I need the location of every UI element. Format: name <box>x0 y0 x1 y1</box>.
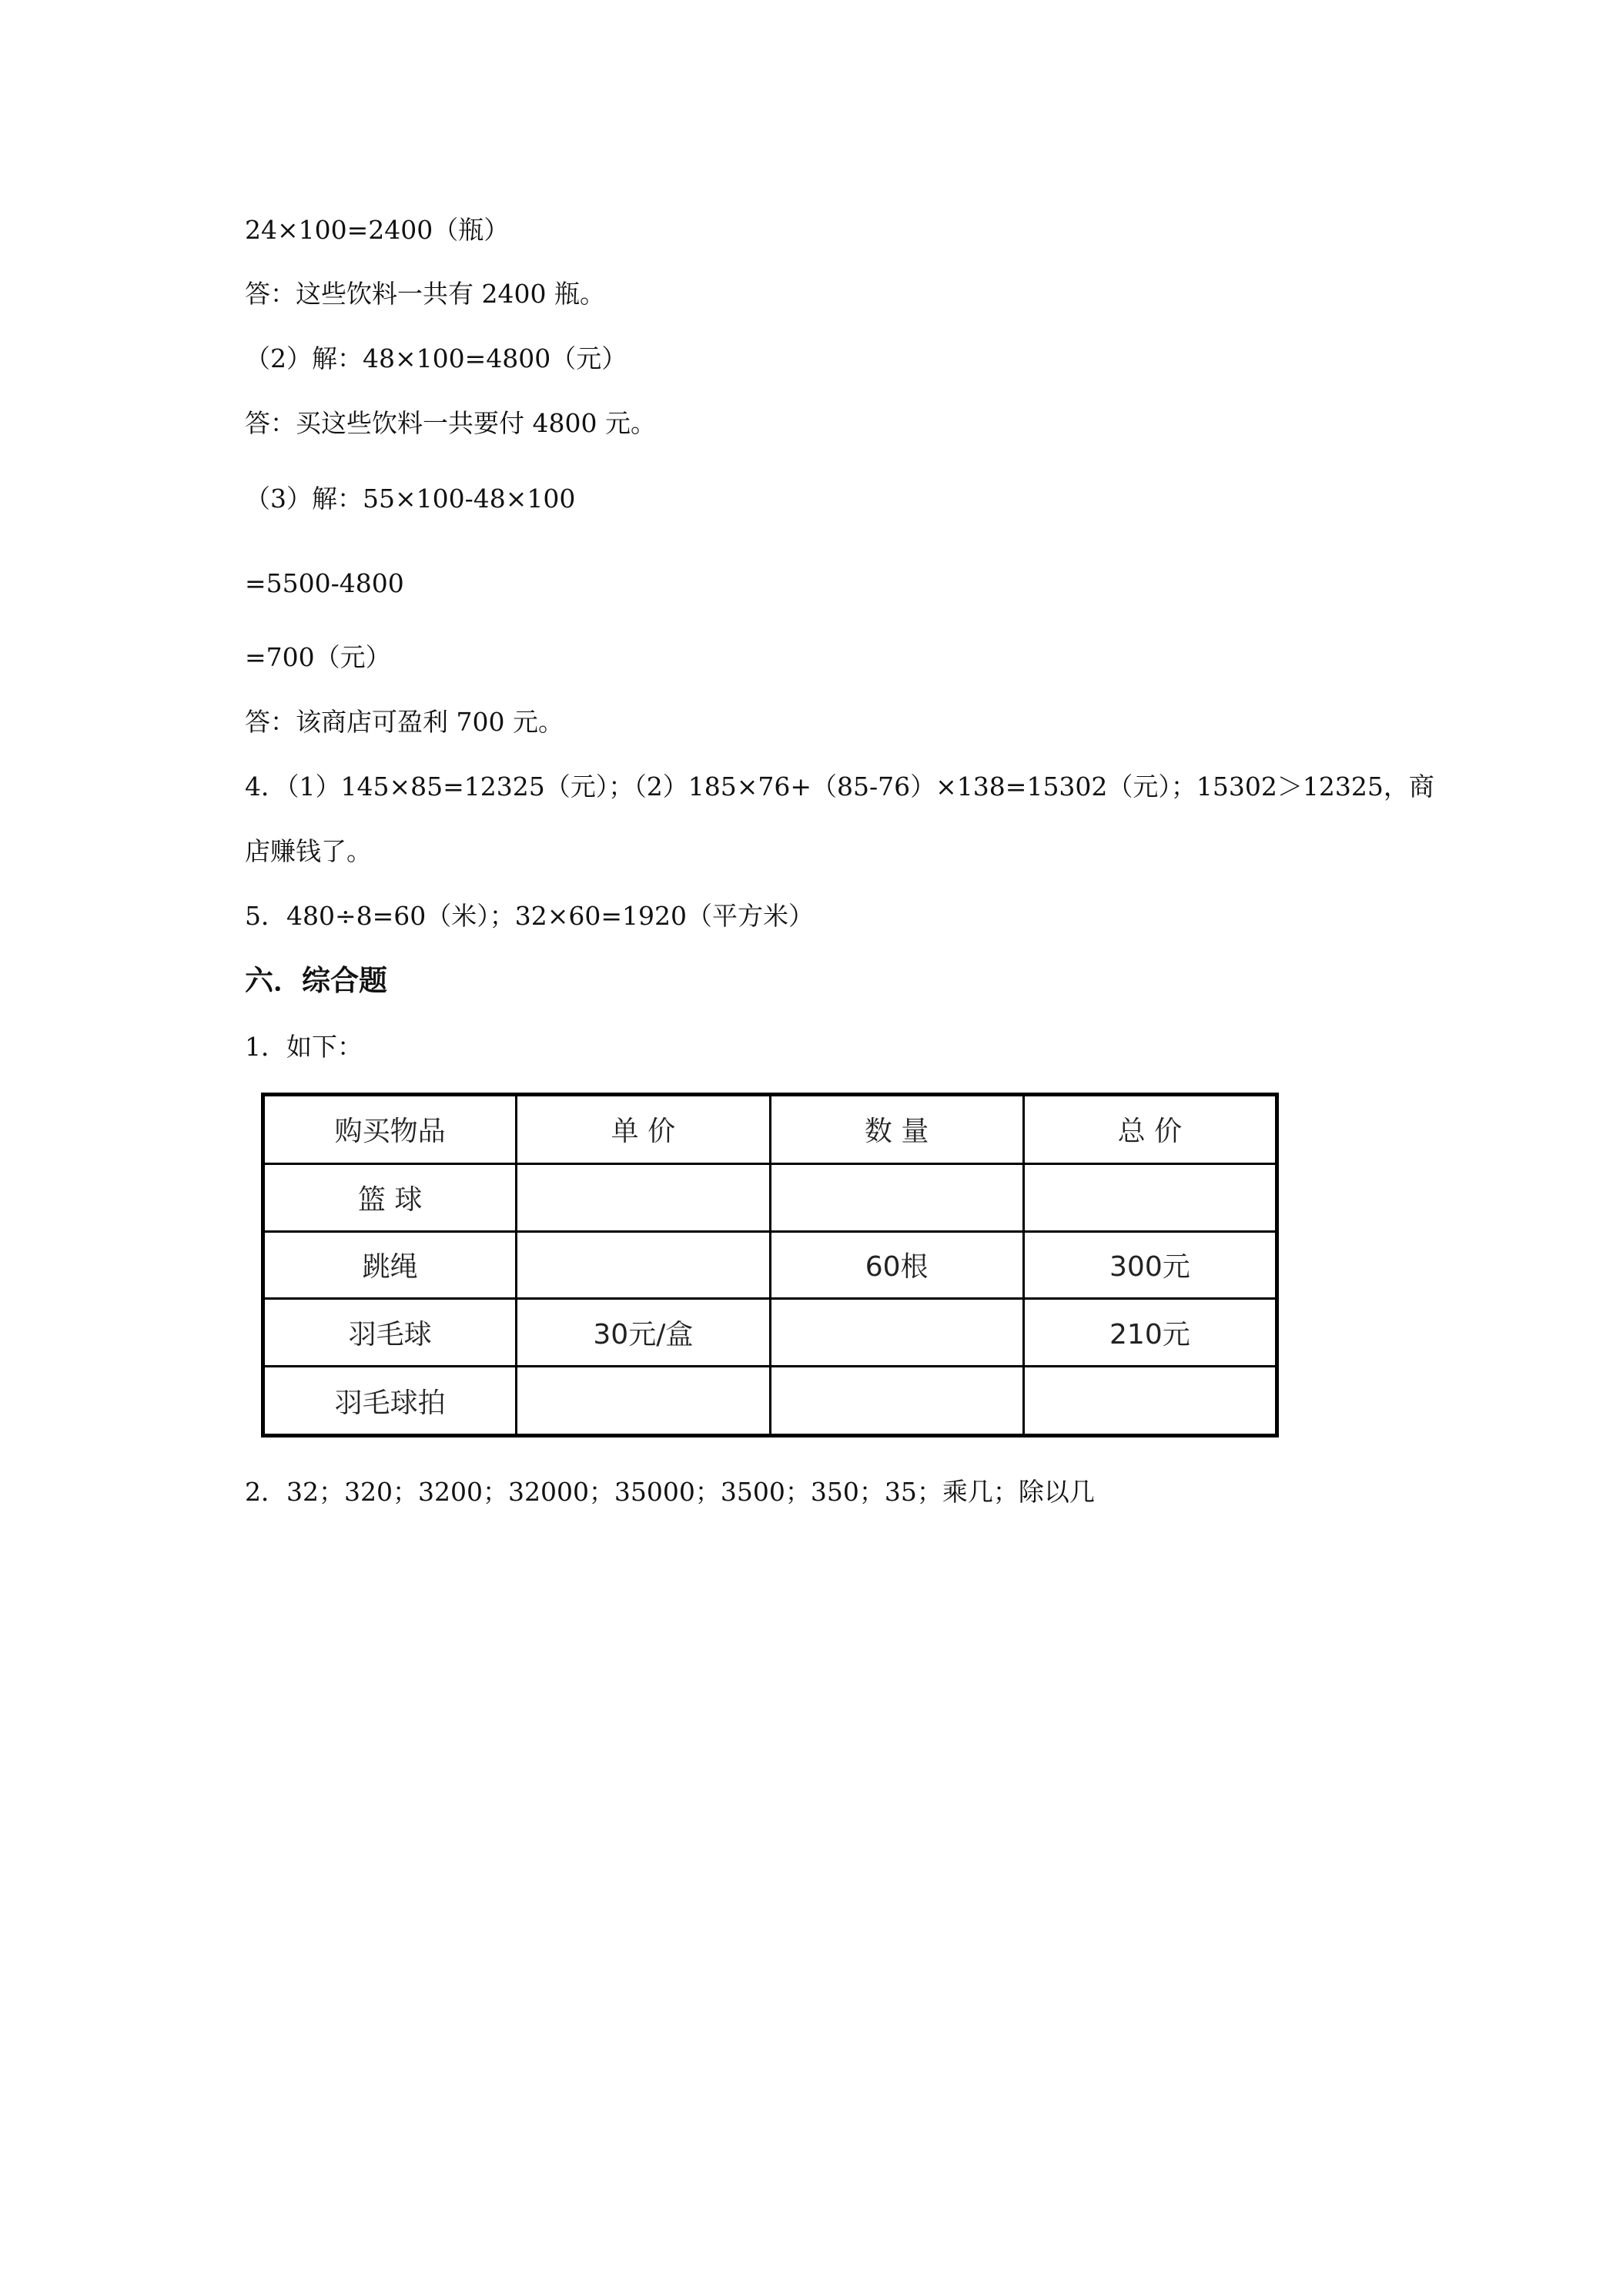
answer-line: 4．（1）145×85=12325（元）；（2）185×76+（85-76）×138=15302（元）；15302＞12325，商 <box>245 771 1434 802</box>
answer-line: =5500-4800 <box>245 568 404 598</box>
table-cell <box>770 1367 1023 1436</box>
table-cell <box>1023 1367 1277 1436</box>
table-cell: 30元/盒 <box>517 1299 770 1367</box>
purchase-table <box>261 1093 1279 1438</box>
table-cell: 羽毛球拍 <box>263 1367 517 1436</box>
table-header-cell: 购买物品 <box>263 1095 517 1164</box>
answer-line: 店赚钱了。 <box>245 836 372 866</box>
table-cell: 羽毛球 <box>263 1299 517 1367</box>
table-cell: 210元 <box>1023 1299 1277 1367</box>
answer-line: 答：买这些饮料一共要付 4800 元。 <box>245 408 656 438</box>
question-item: 2．32；320；3200；32000；35000；3500；350；35；乘几；除以几 <box>245 1477 1095 1507</box>
table-header-cell: 单 价 <box>517 1095 770 1164</box>
table-cell <box>517 1367 770 1436</box>
table-cell: 跳绳 <box>263 1231 517 1299</box>
answer-line: =700（元） <box>245 642 391 672</box>
answer-line: 24×100=2400（瓶） <box>245 215 510 245</box>
answer-line: 答：该商店可盈利 700 元。 <box>245 707 564 737</box>
answer-line: （2）解：48×100=4800（元） <box>245 343 627 373</box>
table-cell: 300元 <box>1023 1231 1277 1299</box>
answer-line: 答：这些饮料一共有 2400 瓶。 <box>245 279 605 309</box>
answer-line: （3）解：55×100-48×100 <box>245 484 576 514</box>
table-cell <box>517 1163 770 1231</box>
section-heading: 六．综合题 <box>245 964 387 997</box>
table-cell <box>1023 1163 1277 1231</box>
table-row <box>263 1231 1277 1299</box>
table-cell: 篮 球 <box>263 1163 517 1231</box>
table-header-row <box>263 1095 1277 1164</box>
table-cell <box>770 1299 1023 1367</box>
table-row <box>263 1299 1277 1367</box>
table-cell: 60根 <box>770 1231 1023 1299</box>
table-header-cell: 总 价 <box>1023 1095 1277 1164</box>
table-row <box>263 1163 1277 1231</box>
table-cell <box>770 1163 1023 1231</box>
table-row <box>263 1367 1277 1436</box>
question-item: 1．如下： <box>245 1032 363 1062</box>
table-header-cell: 数 量 <box>770 1095 1023 1164</box>
answer-line: 5．480÷8=60（米）；32×60=1920（平方米） <box>245 901 815 931</box>
table-cell <box>517 1231 770 1299</box>
